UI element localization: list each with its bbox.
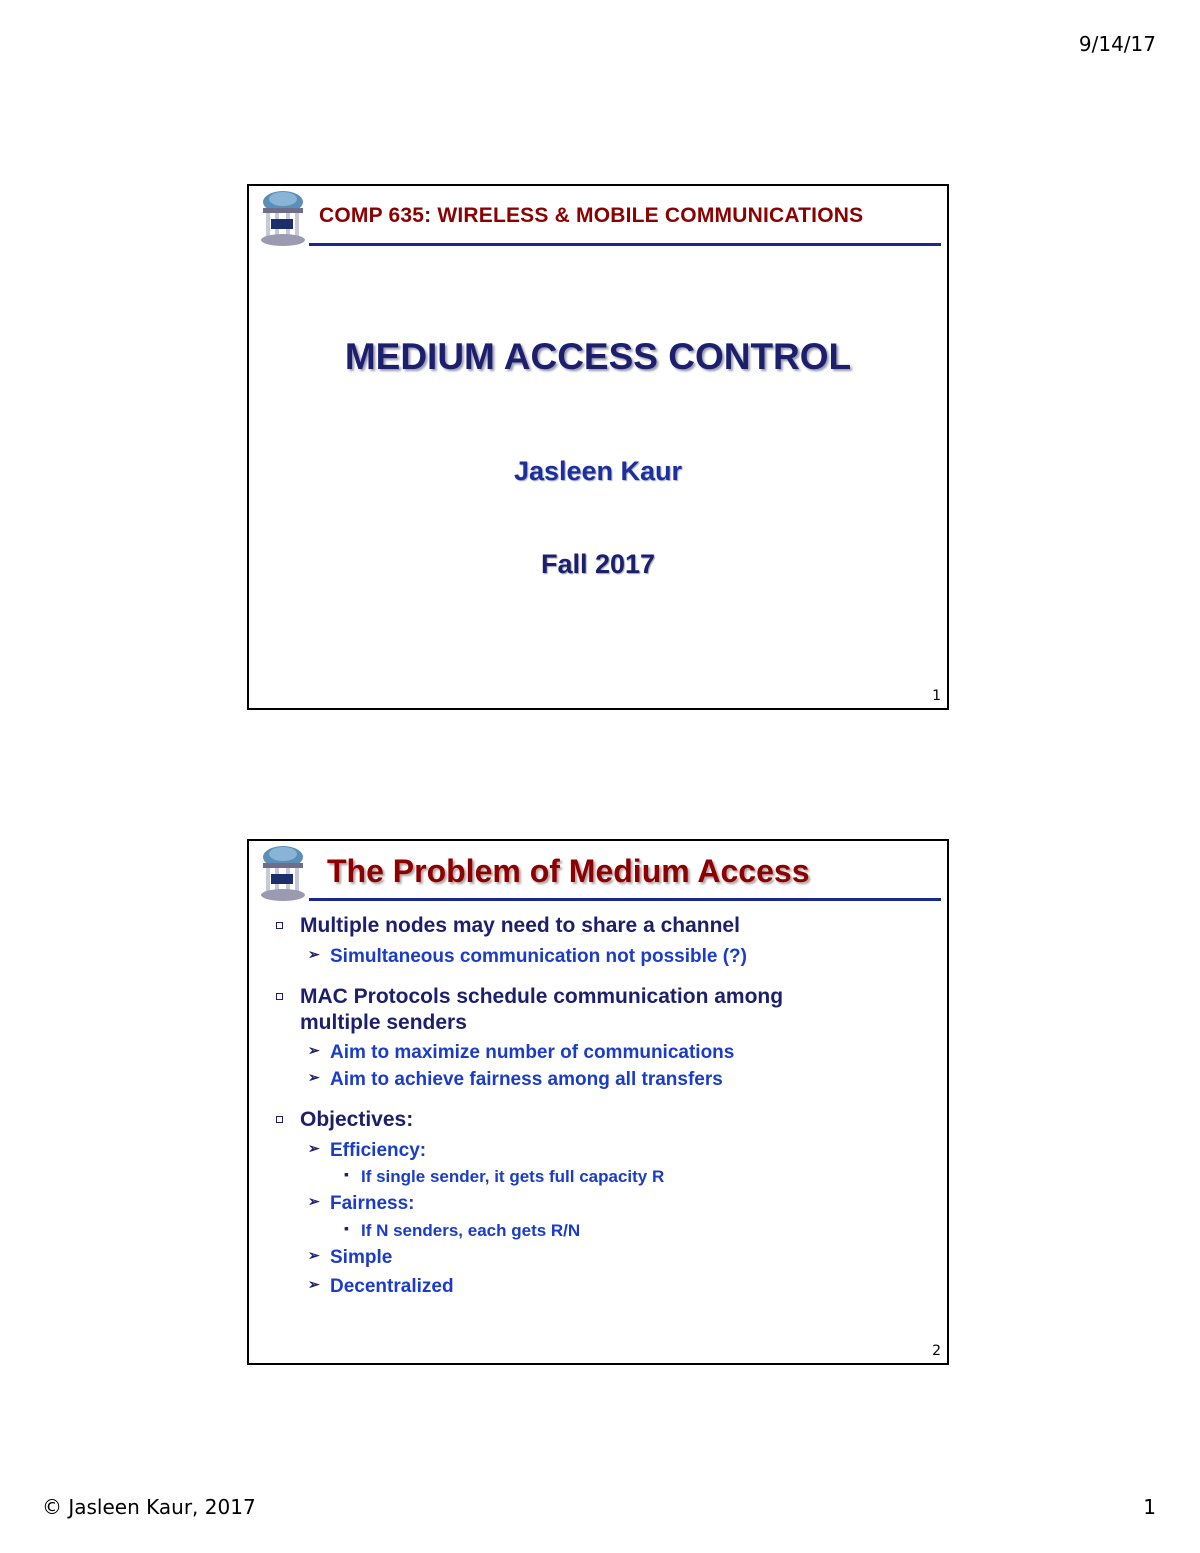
list-item: ➢ Simple: [308, 1247, 393, 1268]
header-divider: [309, 243, 941, 246]
slide-title: MEDIUM ACCESS CONTROL: [344, 336, 852, 377]
square-bullet-icon: [276, 922, 283, 929]
list-item: Objectives:: [300, 1108, 413, 1132]
copyright: © Jasleen Kaur, 2017: [42, 1495, 256, 1519]
arrow-bullet-icon: ➢: [308, 1276, 320, 1292]
course-title: COMP 635: WIRELESS & MOBILE COMMUNICATIONS: [319, 204, 864, 227]
arrow-bullet-icon: ➢: [308, 1069, 320, 1085]
list-item: Multiple nodes may need to share a channel: [300, 914, 740, 938]
square-bullet-icon: [276, 1116, 283, 1123]
header-divider: [309, 898, 941, 901]
list-item-continuation: multiple senders: [300, 1011, 467, 1034]
arrow-bullet-icon: ➢: [308, 946, 320, 962]
slide-2: [247, 839, 949, 1365]
list-item: ➢ Decentralized: [308, 1276, 454, 1297]
old-well-logo-icon: [253, 186, 311, 248]
list-item: ▪ If N senders, each gets R/N: [344, 1220, 581, 1240]
list-item: ➢ Efficiency:: [308, 1140, 427, 1161]
arrow-bullet-icon: ➢: [308, 1140, 320, 1156]
arrow-bullet-icon: ➢: [308, 1042, 320, 1058]
page-date: 9/14/17: [1078, 32, 1156, 56]
list-item: ➢ Fairness:: [308, 1193, 415, 1214]
arrow-bullet-icon: ➢: [308, 1247, 320, 1263]
page-number: 1: [1143, 1495, 1156, 1519]
square-small-bullet-icon: ▪: [344, 1220, 349, 1236]
author-name: Jasleen Kaur: [513, 456, 683, 486]
list-item: MAC Protocols schedule communication among: [300, 985, 783, 1009]
slide-number: 1: [932, 688, 941, 704]
list-item: ➢ Simultaneous communication not possible (?): [308, 946, 747, 967]
square-small-bullet-icon: ▪: [344, 1166, 349, 1182]
list-item: ➢ Aim to achieve fairness among all transfers: [308, 1069, 723, 1090]
list-item: ➢ Aim to maximize number of communications: [308, 1042, 735, 1063]
slide-number: 2: [932, 1343, 941, 1359]
list-item: ▪ If single sender, it gets full capacity R: [344, 1166, 665, 1186]
slide-1: [247, 184, 949, 710]
old-well-logo-icon: [253, 841, 311, 903]
term: Fall 2017: [540, 549, 656, 579]
slide-title: The Problem of Medium Access: [327, 853, 810, 889]
square-bullet-icon: [276, 993, 283, 1000]
arrow-bullet-icon: ➢: [308, 1193, 320, 1209]
